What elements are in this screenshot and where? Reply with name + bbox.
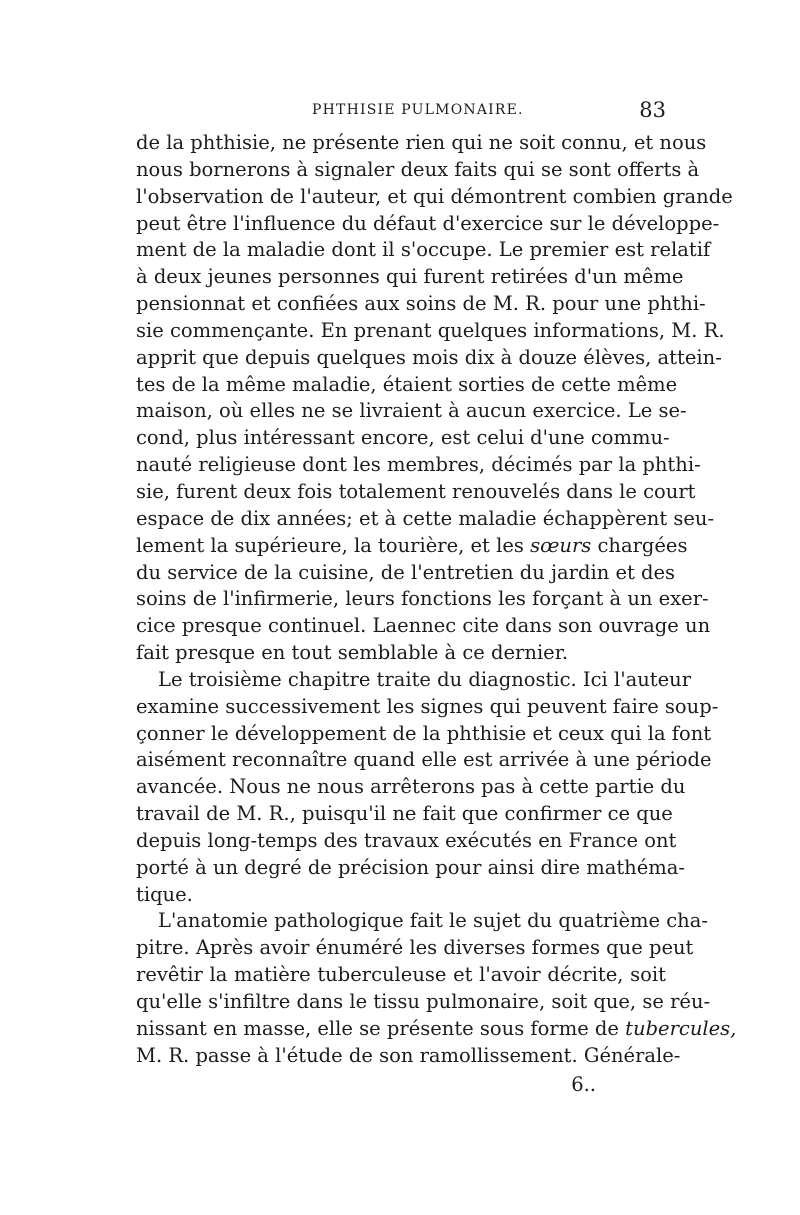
text-line-mixed [136,1016,737,1043]
text-line: aisément reconnaître quand elle est arrivée à une période [136,748,712,772]
text-line: ment de la maladie dont il s'occupe. Le premier est relatif [136,238,711,262]
text-line: revêtir la matière tuberculeuse et l'avoir décrite, soit [136,963,666,987]
text-line: de la phthisie, ne présente rien qui ne soit connu, et nous [136,131,707,154]
text-line: du service de la cuisine, de l'entretien du jardin et des [136,560,676,584]
text-segment: nissant en masse, elle se présente sous forme de [136,1016,619,1040]
text-line: peut être l'influence du défaut d'exercice sur le développe- [136,211,720,235]
text-line: nous bornerons à signaler deux faits qui se sont offerts à [136,157,700,181]
text-line: avancée. Nous ne nous arrêterons pas à cette partie du [136,775,686,799]
text-line: qu'elle s'infiltre dans le tissu pulmonaire, soit que, se réu- [136,990,711,1013]
text-segment: chargées [597,533,688,557]
text-line: depuis long-temps des travaux exécutés en France ont [136,828,677,852]
italic-word: tubercules, [625,1016,737,1040]
text-line: maison, où elles ne se livraient à aucun exercice. Le se- [136,399,687,423]
signature-mark: 6.. [571,1072,596,1096]
text-line: examine successivement les signes qui peuvent faire soup- [136,694,719,718]
text-line: soins de l'infirmerie, leurs fonctions les forçant à un exer- [136,587,709,611]
text-line: tique. [136,882,193,906]
text-line: l'observation de l'auteur, et qui démontrent combien grande [136,184,733,208]
page-number: 83 [639,98,666,122]
body-text [136,130,737,1098]
running-head-title: PHTHISIE PULMONAIRE. [312,102,524,118]
italic-word: sœurs [530,533,592,557]
paragraph-start-line: L'anatomie pathologique fait le sujet du quatrième cha- [158,909,708,933]
text-line: cond, plus intéressant encore, est celui d'une commu- [136,426,670,450]
text-line: pensionnat et confiées aux soins de M. R. pour une phthi- [136,292,706,316]
text-segment: lement la supérieure, la tourière, et les [136,533,524,557]
text-line: porté à un degré de précision pour ainsi dire mathéma- [136,855,685,879]
text-line: cice presque continuel. Laennec cite dans son ouvrage un [136,614,711,638]
text-line: apprit que depuis quelques mois dix à douze élèves, attein- [136,345,722,369]
running-head [136,98,666,126]
text-line: M. R. passe à l'étude de son ramollissement. Générale- [136,1043,681,1067]
text-line: sie commençante. En prenant quelques informations, M. R. [136,318,725,342]
text-line: travail de M. R., puisqu'il ne fait que confirmer ce que [136,802,673,826]
text-line: pitre. Après avoir énuméré les diverses formes que peut [136,936,694,960]
text-line: tes de la même maladie, étaient sorties de cette même [136,372,678,396]
text-line-mixed [136,533,688,560]
text-line: nauté religieuse dont les membres, décimés par la phthi- [136,453,701,477]
text-line: çonner le développement de la phthisie et ceux qui la font [136,721,712,745]
paragraph-start-line: Le troisième chapitre traite du diagnostic. Ici l'auteur [158,667,692,691]
text-line: à deux jeunes personnes qui furent retirées d'un même [136,265,684,289]
text-line: sie, furent deux fois totalement renouvelés dans le court [136,479,696,503]
text-line: espace de dix années; et à cette maladie échappèrent seu- [136,506,715,530]
text-line: fait presque en tout semblable à ce dernier. [136,641,569,665]
